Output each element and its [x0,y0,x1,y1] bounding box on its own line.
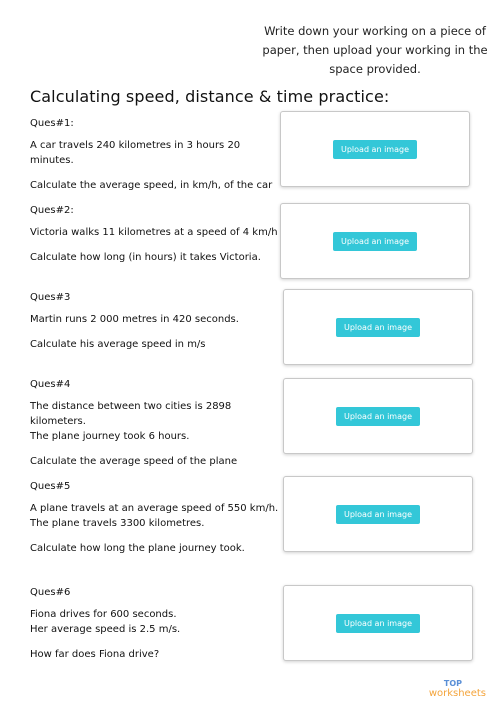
upload-area-4[interactable] [283,378,473,454]
upload-image-button[interactable]: Upload an image [333,232,417,251]
question-text: Martin runs 2 000 metres in 420 seconds. [30,314,239,325]
question-text: Victoria walks 11 kilometres at a speed of 4 km/h [30,227,278,238]
question-2 [30,205,280,265]
question-label: Ques#6 [30,587,71,598]
upload-area-1[interactable] [280,111,470,187]
question-5 [30,481,280,556]
question-3 [30,292,280,352]
question-text: A plane travels at an average speed of 550 km/h. [30,503,279,514]
question-4 [30,379,280,469]
brand-logo-bottom: worksheets [428,688,486,699]
question-label: Ques#5 [30,481,71,492]
question-task: Calculate the average speed of the plane [30,456,238,467]
upload-image-button[interactable]: Upload an image [333,140,417,159]
question-label: Ques#1: [30,118,74,129]
question-task: How far does Fiona drive? [30,649,160,660]
question-text: A car travels 240 kilometres in 3 hours 20 minutes. [30,140,241,166]
upload-image-button[interactable]: Upload an image [336,318,420,337]
question-text: Fiona drives for 600 seconds. [30,609,177,620]
upload-area-2[interactable] [280,203,470,279]
question-text: The plane travels 3300 kilometres. [30,518,205,529]
question-text: The distance between two cities is 2898 kilometers. [30,401,232,427]
question-label: Ques#3 [30,292,71,303]
question-task: Calculate how long (in hours) it takes Victoria. [30,252,261,263]
upload-image-button[interactable]: Upload an image [336,407,420,426]
question-task: Calculate how long the plane journey took. [30,543,245,554]
instructions-text: Write down your working on a piece of paper, then upload your working in the space provided. [262,24,488,76]
upload-image-button[interactable]: Upload an image [336,614,420,633]
question-text: The plane journey took 6 hours. [30,431,190,442]
question-label: Ques#4 [30,379,71,390]
question-6 [30,587,280,662]
question-label: Ques#2: [30,205,74,216]
upload-area-3[interactable] [283,289,473,365]
upload-area-6[interactable] [283,585,473,661]
brand-logo-top: TOP [443,679,462,688]
question-text: Her average speed is 2.5 m/s. [30,624,181,635]
brand-logo [429,679,486,699]
question-1 [30,118,280,193]
upload-area-5[interactable] [283,476,473,552]
page-title: Calculating speed, distance & time practice: [30,87,390,106]
upload-image-button[interactable]: Upload an image [336,505,420,524]
question-task: Calculate the average speed, in km/h, of the car [30,180,273,191]
question-task: Calculate his average speed in m/s [30,339,206,350]
